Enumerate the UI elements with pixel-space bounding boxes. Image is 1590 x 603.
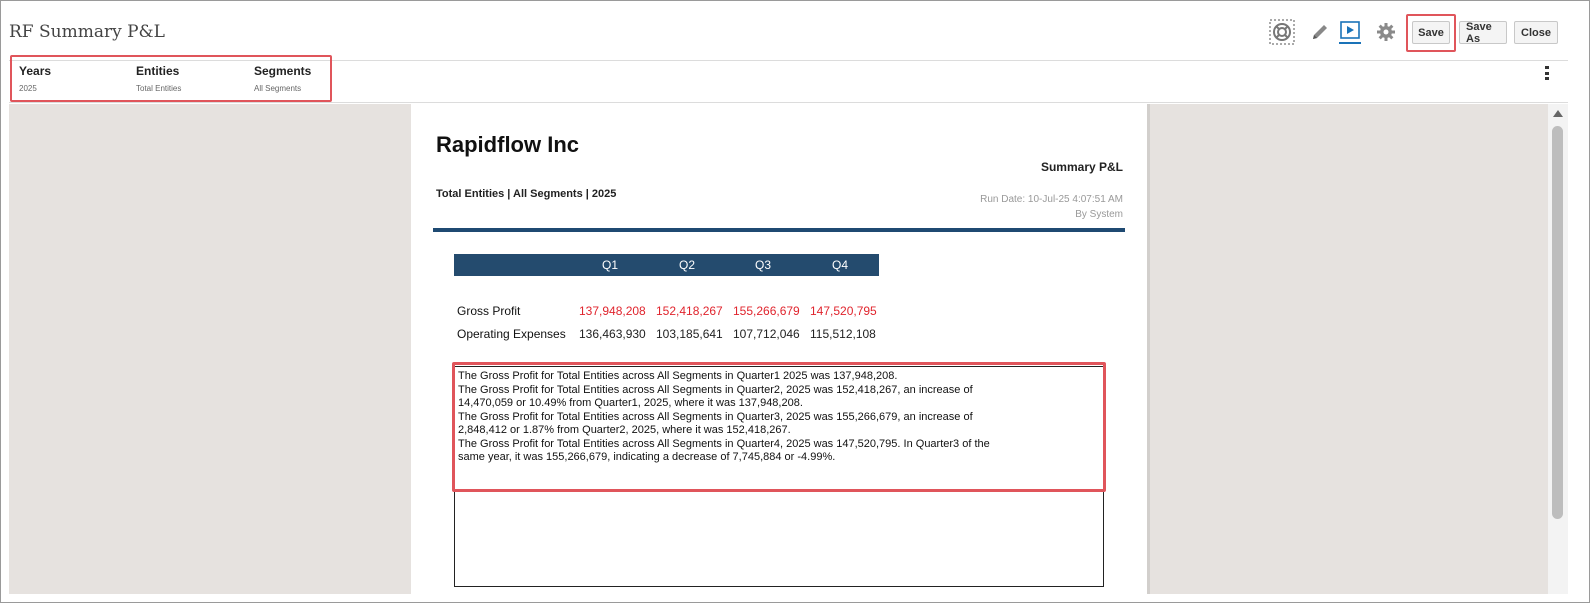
row-label-operating-expenses: Operating Expenses [457, 327, 566, 341]
more-options-icon[interactable] [1545, 66, 1549, 80]
cell-opex-q3[interactable]: 107,712,046 [733, 327, 800, 341]
narrative-line: The Gross Profit for Total Entities across All Segments in Quarter3, 2025 was 155,266,679, an increase of [458, 410, 973, 423]
lifebuoy-icon[interactable] [1268, 18, 1296, 46]
save-button[interactable]: Save [1412, 21, 1450, 44]
row-label-gross-profit: Gross Profit [457, 304, 521, 318]
cell-opex-q2[interactable]: 103,185,641 [656, 327, 723, 341]
pencil-icon[interactable] [1306, 18, 1334, 46]
vertical-scrollbar[interactable] [1548, 104, 1568, 594]
cell-gross-profit-q3[interactable]: 155,266,679 [733, 304, 800, 318]
pov-value: 2025 [19, 84, 37, 93]
narrative-line: The Gross Profit for Total Entities across All Segments in Quarter2, 2025 was 152,418,267, an increase of [458, 383, 973, 396]
column-header-q1: Q1 [602, 258, 619, 272]
pov-value: Total Entities [136, 84, 182, 93]
gear-icon[interactable] [1372, 18, 1400, 46]
pov-entities[interactable] [136, 64, 181, 93]
column-header-q2: Q2 [679, 258, 696, 272]
company-name: Rapidflow Inc [436, 132, 579, 157]
report-pov-line: Total Entities | All Segments | 2025 [436, 188, 617, 200]
grid-header [454, 254, 879, 276]
cell-opex-q1[interactable]: 136,463,930 [579, 327, 646, 341]
pov-label: Years [19, 64, 52, 78]
report-canvas [9, 104, 1548, 594]
report-name: Summary P&L [1040, 160, 1123, 174]
narrative-line: The Gross Profit for Total Entities across All Segments in Quarter4, 2025 was 147,520,795. In Quarter3 of the [458, 437, 990, 450]
save-as-button[interactable]: Save As [1459, 21, 1507, 44]
pov-value: All Segments [254, 84, 302, 93]
pov-divider [9, 102, 1568, 103]
cell-gross-profit-q1[interactable]: 137,948,208 [579, 304, 646, 318]
pov-segments[interactable] [254, 64, 311, 93]
pov-label: Segments [254, 64, 312, 78]
page-shadow [1147, 104, 1150, 594]
title-rule [433, 228, 1125, 232]
cell-gross-profit-q2[interactable]: 152,418,267 [656, 304, 723, 318]
play-icon[interactable] [1336, 18, 1364, 46]
narrative-line: The Gross Profit for Total Entities across All Segments in Quarter1 2025 was 137,948,208. [458, 370, 898, 382]
report-page [411, 104, 1147, 594]
run-by: By System [1075, 209, 1123, 220]
page-title: RF Summary P&L [9, 22, 165, 42]
narrative-line: 14,470,059 or 10.49% from Quarter1, 2025, where it was 137,948,208. [458, 397, 803, 409]
column-header-q3: Q3 [755, 258, 772, 272]
column-header-q4: Q4 [832, 258, 849, 272]
cell-gross-profit-q4[interactable]: 147,520,795 [810, 304, 877, 318]
narrative-line: same year, it was 155,266,679, indicating a decrease of 7,745,884 or -4.99%. [458, 451, 836, 463]
narrative-highlight [452, 362, 1106, 492]
close-button[interactable]: Close [1514, 21, 1558, 44]
pov-label: Entities [136, 64, 180, 78]
scroll-up-arrow-icon[interactable] [1553, 110, 1563, 117]
cell-opex-q4[interactable]: 115,512,108 [810, 327, 876, 341]
pov-years[interactable] [19, 64, 51, 93]
narrative-line: 2,848,412 or 1.87% from Quarter2, 2025, where it was 152,418,267. [458, 424, 791, 436]
scroll-thumb[interactable] [1552, 126, 1563, 519]
run-date: Run Date: 10-Jul-25 4:07:51 AM [980, 194, 1123, 205]
